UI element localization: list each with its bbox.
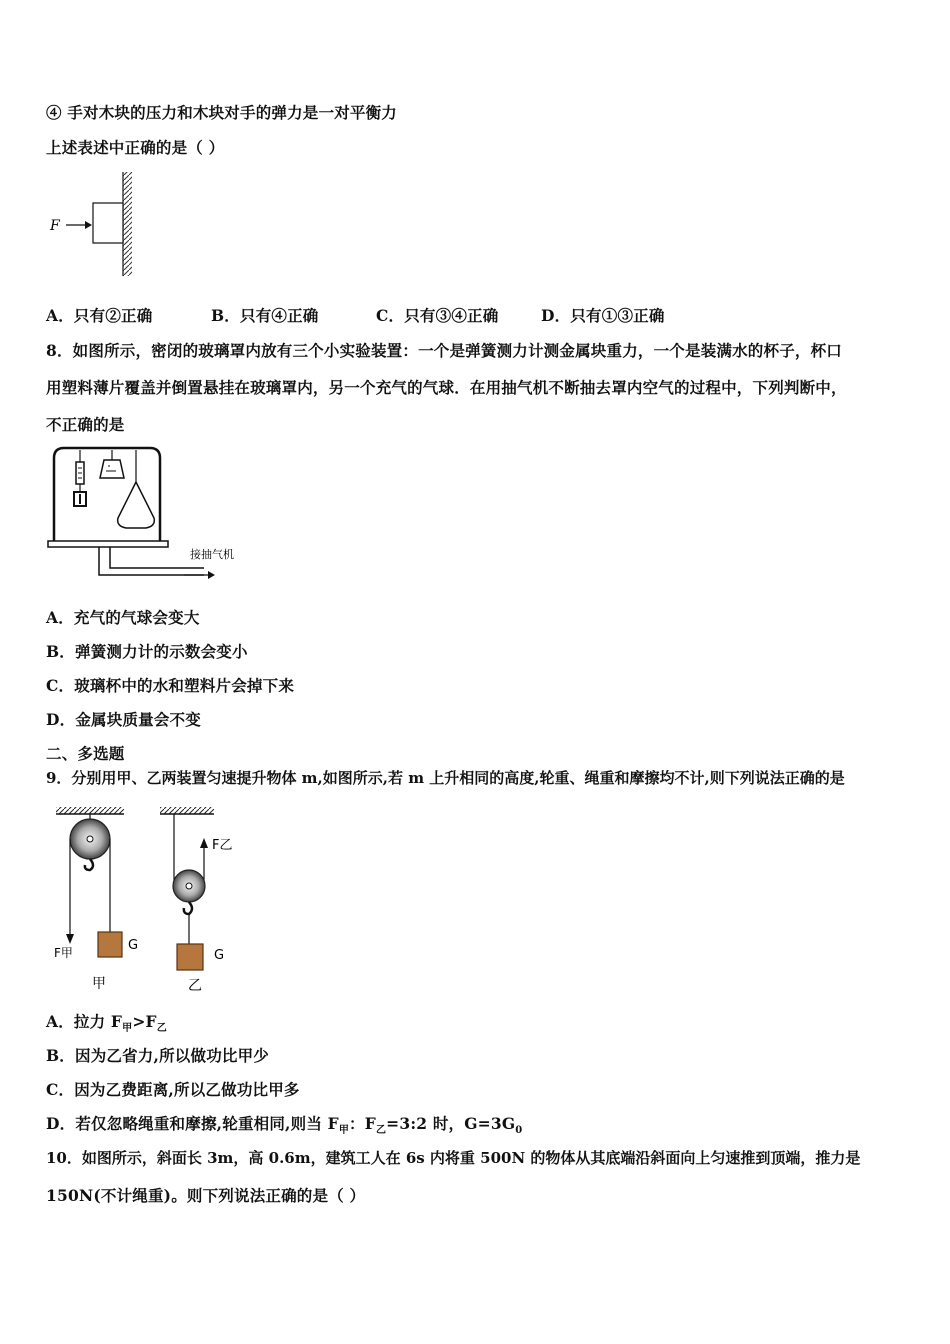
force-arrow-head <box>85 221 92 229</box>
q8-stem-line-1: 8．如图所示，密闭的玻璃罩内放有三个小实验装置：一个是弹簧测力计测金属块重力，一个是装满水的杯子，杯口 <box>46 341 842 360</box>
wall-hatching <box>123 172 132 276</box>
q9-figure-pulleys <box>44 804 264 996</box>
inverted-water-cup <box>100 460 124 478</box>
q7-option-c[interactable]: C．只有③④正确 <box>376 306 499 325</box>
q8-stem-line-2: 用塑料薄片覆盖并倒置悬挂在玻璃罩内，另一个充气的气球．在用抽气机不断抽去罩内空气的过程中，下列判断中， <box>46 378 847 397</box>
q8-option-a[interactable]: A．充气的气球会变大 <box>46 608 200 627</box>
right-weight-label: G <box>214 948 225 963</box>
force-label: F <box>50 218 60 234</box>
q8-figure-bell-jar <box>44 444 254 584</box>
q7-figure-block-on-wall <box>44 170 144 280</box>
jar-base-plate <box>48 541 168 547</box>
q10-stem-line-1: 10．如图所示，斜面长 3m，高 0.6m，建筑工人在 6s 内将重 500N 的物体从其底端沿斜面向上匀速推到顶端，推力是 <box>46 1149 861 1167</box>
q7-option-b[interactable]: B．只有④正确 <box>211 306 319 325</box>
q8-option-c[interactable]: C．玻璃杯中的水和塑料片会掉下来 <box>46 676 295 695</box>
left-caption: 甲 <box>92 976 106 992</box>
q9-option-c[interactable]: C．因为乙费距离,所以乙做功比甲多 <box>46 1080 300 1099</box>
balloon <box>118 482 155 528</box>
left-weight-label: G <box>128 938 139 953</box>
section-title-multiple-choice: 二、多选题 <box>46 744 125 763</box>
right-weight-block <box>177 944 203 970</box>
q9-option-b[interactable]: B．因为乙省力,所以做功比甲少 <box>46 1046 269 1065</box>
left-force-arrow <box>66 934 74 944</box>
q7-option-d[interactable]: D．只有①③正确 <box>541 306 665 325</box>
q8-option-b[interactable]: B．弹簧测力计的示数会变小 <box>46 642 248 661</box>
q8-option-d[interactable]: D．金属块质量会不变 <box>46 710 201 729</box>
right-hook <box>184 902 192 914</box>
right-force-label: F乙 <box>212 838 233 853</box>
right-force-arrow <box>200 838 208 848</box>
wooden-block <box>93 203 123 243</box>
q9-option-d[interactable]: D．若仅忽略绳重和摩擦,轮重相同,则当 $F_甲$：$F_乙=3:2$ 时，$G=3G_0$ <box>46 1114 523 1137</box>
airflow-arrow <box>208 571 215 579</box>
q7-prompt: 上述表述中正确的是（ ） <box>46 138 225 157</box>
q7-option-a[interactable]: A．只有②正确 <box>46 306 153 325</box>
left-ceiling <box>56 807 124 814</box>
right-ceiling <box>160 807 214 814</box>
q9-option-a[interactable]: A．拉力 $F_甲>F_乙$ <box>46 1012 167 1035</box>
q7-options <box>46 304 665 326</box>
outlet-pipe <box>99 547 204 575</box>
pump-label: 接抽气机 <box>190 548 234 561</box>
right-caption: 乙 <box>188 978 202 994</box>
q8-stem-line-3: 不正确的是 <box>46 415 125 434</box>
q7-statement-4: ④ 手对木块的压力和木块对手的弹力是一对平衡力 <box>46 103 397 122</box>
left-force-label: F甲 <box>54 946 73 960</box>
left-weight-block <box>98 932 122 957</box>
q9-stem: 9．分别用甲、乙两装置匀速提升物体 m,如图所示,若 m 上升相同的高度,轮重、绳重和摩擦均不计,则下列说法正确的是 <box>46 769 845 787</box>
q10-stem-line-2: 150N(不计绳重)。则下列说法正确的是（ ） <box>46 1186 366 1205</box>
left-hook <box>85 859 93 870</box>
